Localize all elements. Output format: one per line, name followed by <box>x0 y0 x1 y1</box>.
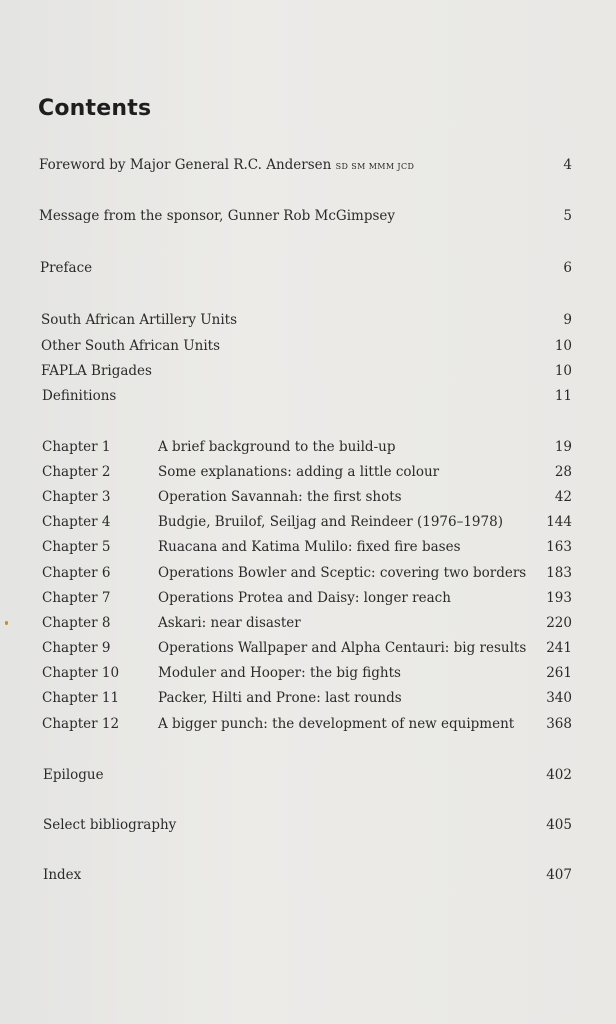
toc-page-number: 402 <box>546 767 572 783</box>
toc-page-number: 10 <box>554 338 572 354</box>
toc-page-number: 4 <box>563 157 572 173</box>
toc-chapter-row <box>0 487 616 507</box>
chapter-number: Chapter 1 <box>42 439 111 455</box>
chapter-title: Budgie, Bruilof, Seiljag and Reindeer (1976–1978) <box>158 514 503 530</box>
toc-page-number: 405 <box>546 817 572 833</box>
toc-page-number: 163 <box>546 539 572 555</box>
toc-page-number: 183 <box>546 565 572 581</box>
toc-entry-label: Index <box>43 867 82 883</box>
toc-entry-label: Preface <box>40 260 93 276</box>
chapter-title: Operations Protea and Daisy: longer reach <box>158 590 451 606</box>
page-title: Contents <box>38 96 152 121</box>
chapter-number: Chapter 12 <box>42 716 120 732</box>
toc-chapter-row <box>0 613 616 633</box>
toc-page-number: 368 <box>546 716 572 732</box>
toc-chapter-row <box>0 588 616 608</box>
chapter-number: Chapter 5 <box>42 539 111 555</box>
toc-page-number: 19 <box>554 439 572 455</box>
toc-entry-label: Epilogue <box>43 767 104 783</box>
toc-page-number: 220 <box>546 615 572 631</box>
toc-entry-definitions <box>0 386 616 406</box>
toc-entry-decorations: SD SM MMM JCD <box>335 162 415 171</box>
toc-entry-fapla-brigades <box>0 361 616 381</box>
toc-page-number: 28 <box>554 464 572 480</box>
toc-page-number: 11 <box>554 388 572 404</box>
chapter-number: Chapter 10 <box>42 665 120 681</box>
chapter-number: Chapter 6 <box>42 565 111 581</box>
chapter-number: Chapter 2 <box>42 464 111 480</box>
chapter-title: A bigger punch: the development of new equipment <box>158 716 515 732</box>
toc-entry-message <box>0 206 616 226</box>
toc-chapter-row <box>0 714 616 734</box>
toc-page-number: 9 <box>563 312 572 328</box>
toc-entry-label: Other South African Units <box>41 338 221 354</box>
chapter-title: Some explanations: adding a little colour <box>158 464 440 480</box>
toc-entry-label: Message from the sponsor, Gunner Rob McGimpsey <box>39 208 396 224</box>
toc-page-number: 261 <box>546 665 572 681</box>
toc-entry-label: Definitions <box>42 388 117 404</box>
toc-entry-label: Select bibliography <box>43 817 177 833</box>
toc-page-number: 10 <box>554 363 572 379</box>
toc-page-number: 340 <box>546 690 572 706</box>
chapter-number: Chapter 4 <box>42 514 111 530</box>
toc-chapter-row <box>0 537 616 557</box>
toc-page-number: 42 <box>554 489 572 505</box>
chapter-title: Moduler and Hooper: the big fights <box>158 665 401 681</box>
chapter-title: A brief background to the build-up <box>158 439 396 455</box>
toc-entry-label: FAPLA Brigades <box>41 363 152 379</box>
chapter-title: Operations Bowler and Sceptic: covering two borders <box>158 565 527 581</box>
chapter-title: Packer, Hilti and Prone: last rounds <box>158 690 402 706</box>
toc-chapter-row <box>0 462 616 482</box>
chapter-title: Ruacana and Katima Mulilo: fixed fire bases <box>158 539 461 555</box>
toc-chapter-row <box>0 638 616 658</box>
toc-entry-label: South African Artillery Units <box>41 312 238 328</box>
toc-entry-epilogue <box>0 765 616 785</box>
toc-entry-label: Foreword by Major General R.C. Andersen <box>39 157 332 173</box>
toc-page-number: 241 <box>546 640 572 656</box>
toc-entry-other-sa-units <box>0 336 616 356</box>
toc-chapter-row <box>0 563 616 583</box>
chapter-number: Chapter 8 <box>42 615 111 631</box>
toc-entry-preface <box>0 258 616 278</box>
toc-page-number: 407 <box>546 867 572 883</box>
toc-chapter-row <box>0 512 616 532</box>
chapter-number: Chapter 3 <box>42 489 111 505</box>
toc-entry-index <box>0 865 616 885</box>
toc-page-number: 144 <box>546 514 572 530</box>
toc-page-number: 5 <box>563 208 572 224</box>
chapter-number: Chapter 7 <box>42 590 111 606</box>
toc-chapter-row <box>0 663 616 683</box>
toc-chapter-row <box>0 688 616 708</box>
chapter-title: Askari: near disaster <box>158 615 301 631</box>
chapter-title: Operation Savannah: the first shots <box>158 489 402 505</box>
ink-mark <box>5 621 8 625</box>
toc-chapter-row <box>0 437 616 457</box>
toc-entry-foreword <box>0 155 616 175</box>
toc-entry-bibliography <box>0 815 616 835</box>
toc-entry-sa-artillery-units <box>0 310 616 330</box>
chapter-title: Operations Wallpaper and Alpha Centauri: big results <box>158 640 527 656</box>
toc-page-number: 6 <box>563 260 572 276</box>
chapter-number: Chapter 9 <box>42 640 111 656</box>
chapter-number: Chapter 11 <box>42 690 120 706</box>
toc-page-number: 193 <box>546 590 572 606</box>
